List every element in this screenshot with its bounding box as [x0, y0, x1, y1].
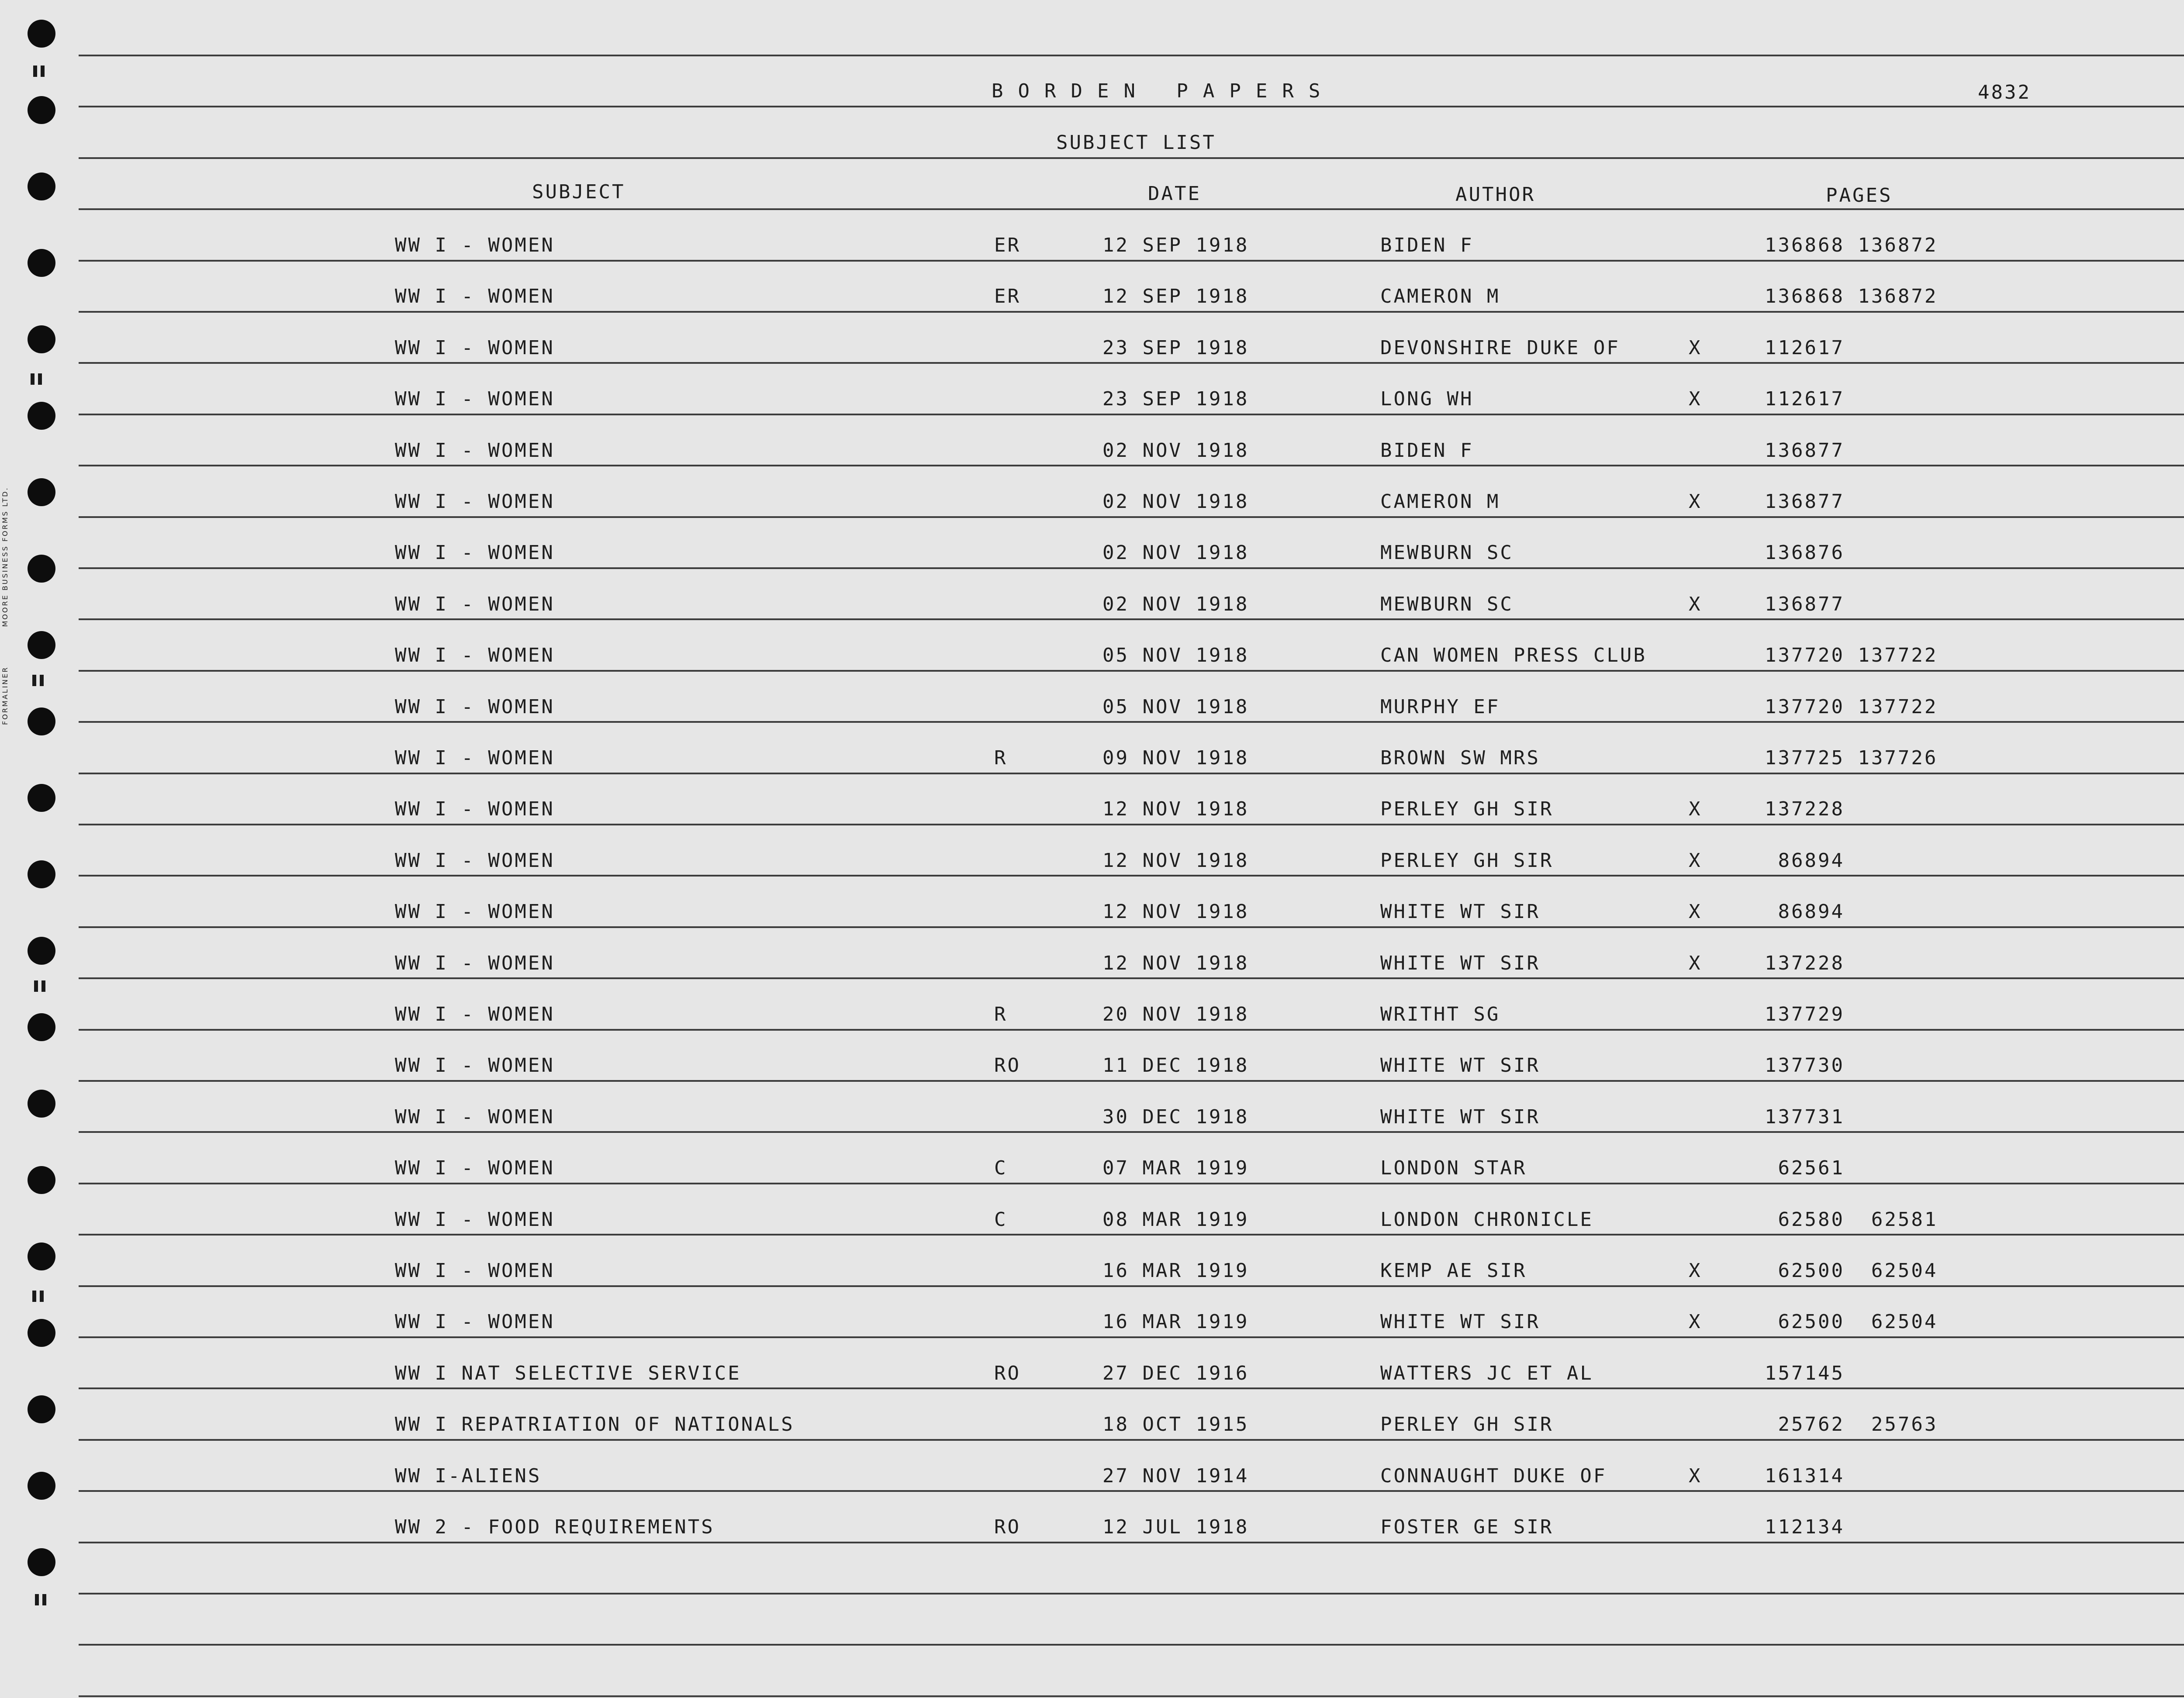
- row-pages: 62500 62504: [1765, 1260, 1938, 1282]
- row-date: 02 NOV 1918: [1102, 439, 1249, 462]
- row-subject: WW I - WOMEN: [395, 490, 555, 513]
- row-mark: X: [1689, 901, 1702, 923]
- row-author: PERLEY GH SIR: [1380, 1413, 1554, 1436]
- row-author: WHITE WT SIR: [1380, 901, 1540, 923]
- row-mark: X: [1689, 337, 1702, 359]
- ruled-line: [79, 926, 2184, 928]
- feed-hole: [28, 1166, 55, 1194]
- feed-hole: [28, 402, 55, 430]
- row-date: 07 MAR 1919: [1102, 1157, 1249, 1179]
- ruled-line: [79, 208, 2184, 210]
- ruled-line: [79, 260, 2184, 262]
- row-subject: WW I - WOMEN: [395, 285, 555, 307]
- row-pages: 157145: [1765, 1362, 1845, 1384]
- row-author: PERLEY GH SIR: [1380, 798, 1554, 820]
- feed-hole: [28, 1242, 55, 1270]
- row-pages: 136877: [1765, 439, 1845, 462]
- row-date: 12 NOV 1918: [1102, 952, 1249, 974]
- row-pages: 86894: [1765, 849, 1845, 872]
- feed-hole: [28, 937, 55, 965]
- feed-hole: [28, 1395, 55, 1423]
- row-subject: WW I - WOMEN: [395, 1311, 555, 1333]
- row-pages: 62500 62504: [1765, 1311, 1938, 1333]
- row-author: LONDON STAR: [1380, 1157, 1527, 1179]
- ruled-line: [79, 721, 2184, 723]
- row-subject: WW I - WOMEN: [395, 1157, 555, 1179]
- row-subject: WW I - WOMEN: [395, 1208, 555, 1231]
- row-pages: 137720 137722: [1765, 696, 1938, 718]
- row-date: 18 OCT 1915: [1102, 1413, 1249, 1436]
- ruled-line: [79, 362, 2184, 364]
- ruled-line: [79, 516, 2184, 518]
- row-author: WHITE WT SIR: [1380, 1106, 1540, 1128]
- row-mark: X: [1689, 593, 1702, 615]
- row-mark: X: [1689, 490, 1702, 513]
- row-pages: 136868 136872: [1765, 234, 1938, 256]
- feed-hole: [28, 96, 55, 124]
- row-date: 02 NOV 1918: [1102, 593, 1249, 615]
- ruled-line: [79, 1644, 2184, 1646]
- row-mark: X: [1689, 388, 1702, 410]
- row-date: 05 NOV 1918: [1102, 644, 1249, 666]
- registration-mark: [32, 675, 45, 686]
- feed-hole: [28, 708, 55, 735]
- row-author: CAMERON M: [1380, 285, 1500, 307]
- row-date: 05 NOV 1918: [1102, 696, 1249, 718]
- ruled-line: [79, 1695, 2184, 1697]
- feed-hole: [28, 1090, 55, 1118]
- row-subject: WW I - WOMEN: [395, 1003, 555, 1025]
- row-subject: WW I - WOMEN: [395, 388, 555, 410]
- row-subject: WW 2 - FOOD REQUIREMENTS: [395, 1516, 715, 1538]
- feed-hole: [28, 1319, 55, 1347]
- row-date: 16 MAR 1919: [1102, 1311, 1249, 1333]
- row-code: C: [994, 1157, 1008, 1179]
- registration-mark: [33, 66, 45, 77]
- ruled-line: [79, 1336, 2184, 1338]
- ruled-line: [79, 414, 2184, 415]
- ruled-line: [79, 824, 2184, 825]
- row-author: CAN WOMEN PRESS CLUB: [1380, 644, 1647, 666]
- row-mark: X: [1689, 1260, 1702, 1282]
- row-code: RO: [994, 1054, 1021, 1077]
- row-pages: 136877: [1765, 490, 1845, 513]
- row-subject: WW I - WOMEN: [395, 644, 555, 666]
- row-mark: X: [1689, 1311, 1702, 1333]
- row-date: 09 NOV 1918: [1102, 747, 1249, 769]
- document-title: BORDEN PAPERS: [992, 80, 1335, 102]
- feed-hole: [28, 249, 55, 277]
- row-subject: WW I - WOMEN: [395, 1106, 555, 1128]
- ruled-line: [79, 1439, 2184, 1441]
- feed-hole: [28, 478, 55, 506]
- row-subject: WW I - WOMEN: [395, 849, 555, 872]
- ruled-line: [79, 1387, 2184, 1389]
- ruled-line: [79, 670, 2184, 672]
- feed-hole: [28, 20, 55, 48]
- row-pages: 112134: [1765, 1516, 1845, 1538]
- ruled-line: [79, 465, 2184, 466]
- row-author: LONDON CHRONICLE: [1380, 1208, 1593, 1231]
- form-imprint-brand: FORMALINER: [1, 666, 9, 725]
- row-subject: WW I - WOMEN: [395, 593, 555, 615]
- row-subject: WW I-ALIENS: [395, 1465, 542, 1487]
- column-header-date: DATE: [1148, 183, 1201, 205]
- row-author: WATTERS JC ET AL: [1380, 1362, 1593, 1384]
- ruled-line: [79, 1593, 2184, 1594]
- row-pages: 137729: [1765, 1003, 1845, 1025]
- ruled-line: [79, 875, 2184, 877]
- ruled-line: [79, 1183, 2184, 1184]
- form-imprint: [0, 480, 10, 725]
- row-code: ER: [994, 285, 1021, 307]
- registration-mark: [32, 1291, 45, 1302]
- row-author: DEVONSHIRE DUKE OF: [1380, 337, 1620, 359]
- row-mark: X: [1689, 1465, 1702, 1487]
- ruled-line: [79, 106, 2184, 107]
- row-subject: WW I - WOMEN: [395, 542, 555, 564]
- row-date: 27 DEC 1916: [1102, 1362, 1249, 1384]
- row-pages: 137720 137722: [1765, 644, 1938, 666]
- row-date: 23 SEP 1918: [1102, 337, 1249, 359]
- row-subject: WW I - WOMEN: [395, 747, 555, 769]
- row-author: BIDEN F: [1380, 234, 1474, 256]
- row-subject: WW I - WOMEN: [395, 1260, 555, 1282]
- row-date: 11 DEC 1918: [1102, 1054, 1249, 1077]
- row-code: R: [994, 1003, 1008, 1025]
- row-code: ER: [994, 234, 1021, 256]
- row-date: 12 SEP 1918: [1102, 285, 1249, 307]
- registration-mark: [31, 373, 43, 385]
- row-subject: WW I - WOMEN: [395, 234, 555, 256]
- row-author: MEWBURN SC: [1380, 593, 1514, 615]
- registration-mark: [35, 1594, 47, 1605]
- ruled-line: [79, 55, 2184, 56]
- row-pages: 136876: [1765, 542, 1845, 564]
- row-code: R: [994, 747, 1008, 769]
- row-date: 12 NOV 1918: [1102, 849, 1249, 872]
- row-pages: 136877: [1765, 593, 1845, 615]
- row-pages: 25762 25763: [1765, 1413, 1938, 1436]
- row-author: CAMERON M: [1380, 490, 1500, 513]
- feed-hole: [28, 1013, 55, 1041]
- row-pages: 136868 136872: [1765, 285, 1938, 307]
- row-author: WRITHT SG: [1380, 1003, 1500, 1025]
- row-subject: WW I - WOMEN: [395, 798, 555, 820]
- ruled-line: [79, 1029, 2184, 1031]
- registration-mark: [34, 980, 46, 992]
- row-pages: 62580 62581: [1765, 1208, 1938, 1231]
- row-subject: WW I - WOMEN: [395, 337, 555, 359]
- row-subject: WW I - WOMEN: [395, 1054, 555, 1077]
- row-date: 12 SEP 1918: [1102, 234, 1249, 256]
- row-date: 23 SEP 1918: [1102, 388, 1249, 410]
- row-date: 27 NOV 1914: [1102, 1465, 1249, 1487]
- ruled-line: [79, 977, 2184, 979]
- column-header-pages: PAGES: [1826, 184, 1893, 207]
- row-pages: 137725 137726: [1765, 747, 1938, 769]
- row-author: MURPHY EF: [1380, 696, 1500, 718]
- list-title: SUBJECT LIST: [1056, 131, 1216, 154]
- feed-hole: [28, 1548, 55, 1576]
- row-author: KEMP AE SIR: [1380, 1260, 1527, 1282]
- row-code: RO: [994, 1516, 1021, 1538]
- row-author: CONNAUGHT DUKE OF: [1380, 1465, 1607, 1487]
- ruled-line: [79, 1234, 2184, 1236]
- ruled-line: [79, 1542, 2184, 1543]
- row-date: 12 JUL 1918: [1102, 1516, 1249, 1538]
- row-subject: WW I - WOMEN: [395, 952, 555, 974]
- row-subject: WW I NAT SELECTIVE SERVICE: [395, 1362, 741, 1384]
- row-code: RO: [994, 1362, 1021, 1384]
- row-author: WHITE WT SIR: [1380, 1054, 1540, 1077]
- form-imprint-maker: MOORE BUSINESS FORMS LTD.: [1, 487, 9, 627]
- row-date: 12 NOV 1918: [1102, 901, 1249, 923]
- row-date: 12 NOV 1918: [1102, 798, 1249, 820]
- row-author: WHITE WT SIR: [1380, 952, 1540, 974]
- ruled-line: [79, 567, 2184, 569]
- row-date: 02 NOV 1918: [1102, 490, 1249, 513]
- row-date: 20 NOV 1918: [1102, 1003, 1249, 1025]
- ruled-line: [79, 1080, 2184, 1082]
- row-mark: X: [1689, 849, 1702, 872]
- row-author: WHITE WT SIR: [1380, 1311, 1540, 1333]
- ruled-line: [79, 157, 2184, 159]
- row-author: MEWBURN SC: [1380, 542, 1514, 564]
- row-pages: 62561: [1765, 1157, 1845, 1179]
- ruled-line: [79, 1131, 2184, 1133]
- row-author: BIDEN F: [1380, 439, 1474, 462]
- row-author: LONG WH: [1380, 388, 1474, 410]
- row-pages: 137730: [1765, 1054, 1845, 1077]
- row-subject: WW I - WOMEN: [395, 696, 555, 718]
- row-mark: X: [1689, 798, 1702, 820]
- feed-hole: [28, 860, 55, 888]
- row-author: FOSTER GE SIR: [1380, 1516, 1554, 1538]
- column-header-subject: SUBJECT: [532, 181, 625, 203]
- ruled-line: [79, 311, 2184, 313]
- row-date: 02 NOV 1918: [1102, 542, 1249, 564]
- row-date: 30 DEC 1918: [1102, 1106, 1249, 1128]
- row-pages: 112617: [1765, 337, 1845, 359]
- row-code: C: [994, 1208, 1008, 1231]
- row-pages: 137228: [1765, 798, 1845, 820]
- row-pages: 112617: [1765, 388, 1845, 410]
- row-subject: WW I - WOMEN: [395, 901, 555, 923]
- ruled-line: [79, 773, 2184, 774]
- ruled-line: [79, 618, 2184, 620]
- row-date: 16 MAR 1919: [1102, 1260, 1249, 1282]
- feed-hole: [28, 555, 55, 583]
- ruled-line: [79, 1490, 2184, 1492]
- row-pages: 137731: [1765, 1106, 1845, 1128]
- column-header-author: AUTHOR: [1455, 183, 1535, 206]
- row-author: PERLEY GH SIR: [1380, 849, 1554, 872]
- row-pages: 86894: [1765, 901, 1845, 923]
- row-author: BROWN SW MRS: [1380, 747, 1540, 769]
- ruled-line: [79, 1285, 2184, 1287]
- feed-hole: [28, 325, 55, 353]
- row-pages: 161314: [1765, 1465, 1845, 1487]
- feed-hole: [28, 1472, 55, 1500]
- row-mark: X: [1689, 952, 1702, 974]
- row-subject: WW I REPATRIATION OF NATIONALS: [395, 1413, 795, 1436]
- feed-hole: [28, 173, 55, 200]
- row-date: 08 MAR 1919: [1102, 1208, 1249, 1231]
- feed-hole: [28, 631, 55, 659]
- page-number: 4832: [1978, 81, 2031, 104]
- feed-hole: [28, 784, 55, 812]
- row-subject: WW I - WOMEN: [395, 439, 555, 462]
- row-pages: 137228: [1765, 952, 1845, 974]
